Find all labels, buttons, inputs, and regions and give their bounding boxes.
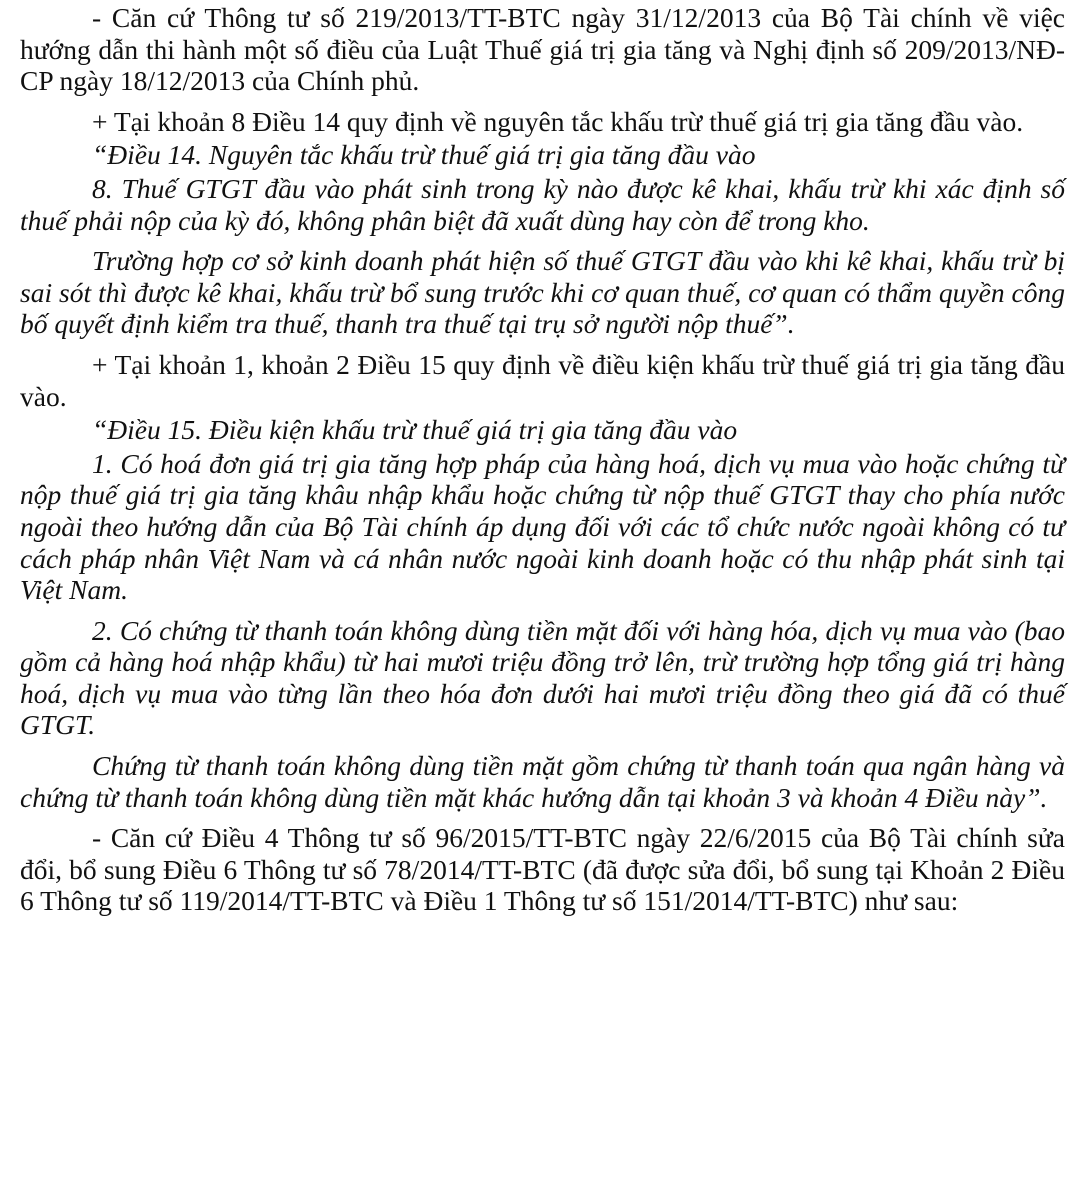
quote-article-15-non-cash-payment: Chứng từ thanh toán không dùng tiền mặt gồm chứng từ thanh toán qua ngân hàng và chứng từ thanh toán không dùng tiền mặt khác hướng dẫn tại khoản 3 và khoản 4 Điều này”. bbox=[20, 750, 1065, 813]
paragraph-article-15-intro: + Tại khoản 1, khoản 2 Điều 15 quy định về điều kiện khấu trừ thuế giá trị gia tăng đầu vào. bbox=[20, 348, 1065, 412]
paragraph-legal-basis-circular-219: - Căn cứ Thông tư số 219/2013/TT-BTC ngày 31/12/2013 của Bộ Tài chính về việc hướng dẫn thi hành một số điều của Luật Thuế giá trị gia tăng và Nghị định số 209/2013/NĐ-CP ngày 18/12/2013 của Chính phủ. bbox=[20, 2, 1065, 97]
quote-article-15-clause-1: 1. Có hoá đơn giá trị gia tăng hợp pháp của hàng hoá, dịch vụ mua vào hoặc chứng từ nộp thuế giá trị gia tăng khâu nhập khẩu hoặc chứng từ nộp thuế GTGT thay cho phía nước ngoài theo hướng dẫn của Bộ Tài chính áp dụng đối với các tổ chức nước ngoài không có tư cách pháp nhân Việt Nam và cá nhân nước ngoài kinh doanh hoặc có thu nhập phát sinh tại Việt Nam. bbox=[20, 447, 1065, 606]
quote-article-14-correction: Trường hợp cơ sở kinh doanh phát hiện số thuế GTGT đầu vào khi kê khai, khấu trừ bị sai sót thì được kê khai, khấu trừ bổ sung trước khi cơ quan thuế, cơ quan có thẩm quyền công bố quyết định kiểm tra thuế, thanh tra thuế tại trụ sở người nộp thuế”. bbox=[20, 245, 1065, 340]
document-page bbox=[20, 2, 1065, 917]
quote-article-15-clause-2: 2. Có chứng từ thanh toán không dùng tiền mặt đối với hàng hóa, dịch vụ mua vào (bao gồm cả hàng hoá nhập khẩu) từ hai mươi triệu đồng trở lên, trừ trường hợp tổng giá trị hàng hoá, dịch vụ mua vào từng lần theo hóa đơn dưới hai mươi triệu đồng theo giá đã có thuế GTGT. bbox=[20, 614, 1065, 741]
quote-article-15-heading: “Điều 15. Điều kiện khấu trừ thuế giá trị gia tăng đầu vào bbox=[92, 414, 738, 446]
quote-article-14-heading: “Điều 14. Nguyên tắc khấu trừ thuế giá trị gia tăng đầu vào bbox=[92, 139, 756, 171]
paragraph-legal-basis-circular-96: - Căn cứ Điều 4 Thông tư số 96/2015/TT-BTC ngày 22/6/2015 của Bộ Tài chính sửa đổi, bổ sung Điều 6 Thông tư số 78/2014/TT-BTC (đã được sửa đổi, bổ sung tại Khoản 2 Điều 6 Thông tư số 119/2014/TT-BTC và Điều 1 Thông tư số 151/2014/TT-BTC) như sau: bbox=[20, 822, 1065, 917]
paragraph-article-14-clause-8-intro: + Tại khoản 8 Điều 14 quy định về nguyên tắc khấu trừ thuế giá trị gia tăng đầu vào. bbox=[92, 105, 1024, 137]
quote-article-14-clause-8: 8. Thuế GTGT đầu vào phát sinh trong kỳ nào được kê khai, khấu trừ khi xác định số thuế phải nộp của kỳ đó, không phân biệt đã xuất dùng hay còn để trong kho. bbox=[20, 172, 1065, 236]
